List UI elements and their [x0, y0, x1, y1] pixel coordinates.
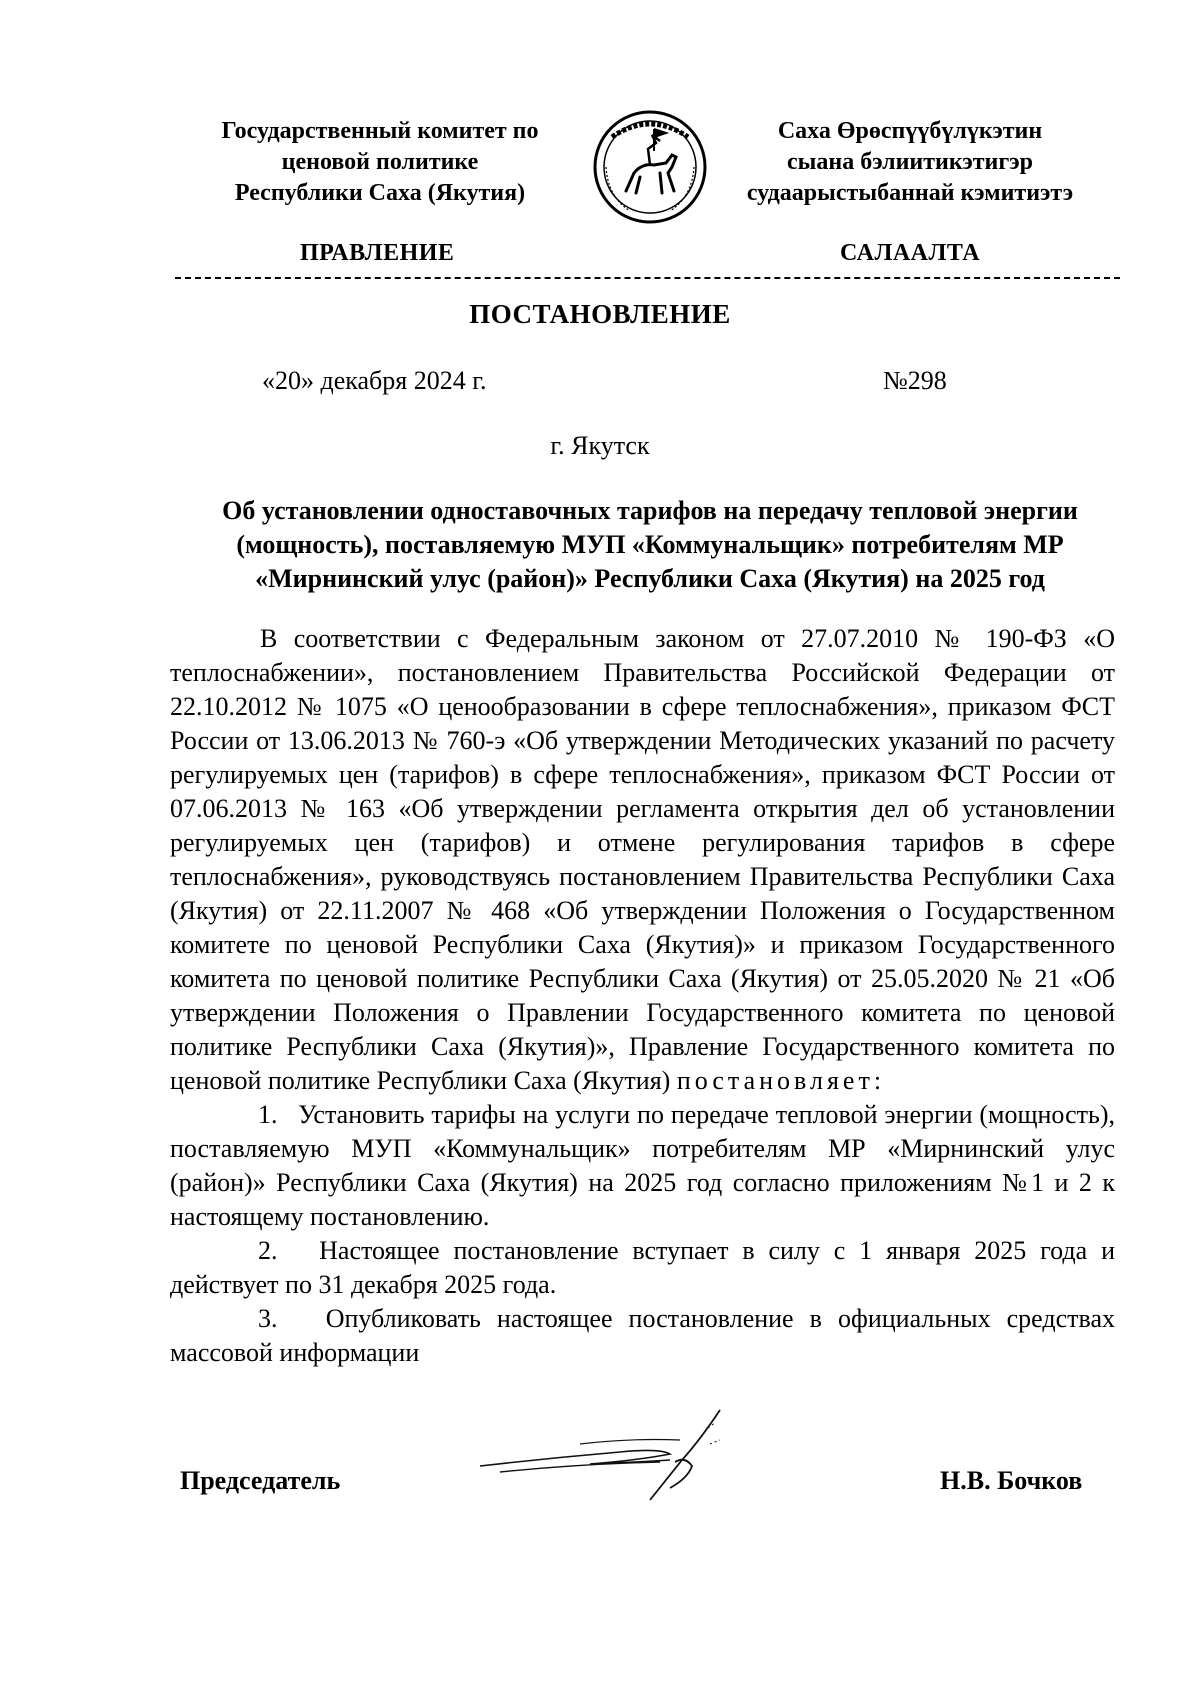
signatory-name: Н.В. Бочков	[940, 1466, 1083, 1495]
header-right-line: Саха Өрөспүүбүлүкэтин	[777, 118, 1043, 144]
header-left-block	[170, 116, 590, 209]
subject-line: (мощность), поставляемую МУП «Коммунальщик» потребителям МР	[236, 530, 1064, 559]
handwritten-signature	[470, 1400, 790, 1510]
dashed-divider	[175, 277, 1120, 279]
subject-line: Об установлении одноставочных тарифов на передачу тепловой энергии	[222, 496, 1078, 525]
subject-line: «Мирнинский улус (район)» Республики Саха (Якутия) на 2025 год	[255, 564, 1045, 593]
header-left-line: Республики Саха (Якутия)	[234, 180, 526, 206]
document-subject	[160, 494, 1140, 596]
header-right-line: сыана бэлиитикэтигэр	[786, 149, 1033, 175]
header-left-line: ценовой политике	[281, 149, 479, 175]
document-date: «20» декабря 2024 г.	[262, 366, 487, 395]
header-right-block	[715, 116, 1105, 209]
decree-word: постановляет:	[676, 1066, 886, 1095]
header-left-line: Государственный комитет по	[221, 118, 539, 144]
resolution-item-1: 1. Установить тарифы на услуги по передаче тепловой энергии (мощность), поставляемую МУП «Коммунальщик» потребителям МР «Мирнинский улус (район)» Республики Саха (Якутия) на 2025 год согласно приложениям №1 и 2 к настоящему постановлению.	[170, 1100, 1115, 1231]
sakha-coat-of-arms-icon	[590, 107, 710, 227]
document-city: г. Якутск	[550, 431, 650, 460]
preamble-text: В соответствии с Федеральным законом от 27.07.2010 № 190-ФЗ «О теплоснабжении», постановлением Правительства Российской Федерации от 22.10.2012 № 1075 «О ценообразовании в сфере теплоснабжения», приказом ФСТ России от 13.06.2013 № 760-э «Об утверждении Методических указаний по расчету регулируемых цен (тарифов) в сфере теплоснабжения», приказом ФСТ России от 07.06.2013 № 163 «Об утверждении регламента открытия дел об установлении регулируемых цен (тарифов) и отмене регулирования тарифов в сфере теплоснабжения», руководствуясь постановлением Правительства Республики Саха (Якутия) от 22.11.2007 № 468 «Об утверждении Положения о Государственном комитете по ценовой Республики Саха (Якутия)» и приказом Государственного комитета по ценовой политике Республики Саха (Якутия) от 25.05.2020 № 21 «Об утверждении Положения о Правлении Государственного комитета по ценовой политике Республики Саха (Якутия)», Правление Государственного комитета по ценовой политике Республики Саха (Якутия)	[170, 624, 1115, 1095]
resolution-item-2: 2. Настоящее постановление вступает в силу с 1 января 2025 года и действует по 31 декабря 2025 года.	[170, 1236, 1115, 1299]
document-type-title: ПОСТАНОВЛЕНИЕ	[469, 299, 731, 329]
signatory-role: Председатель	[180, 1466, 341, 1495]
document-number: №298	[883, 366, 947, 395]
document-body	[170, 622, 1115, 1370]
header-right-line: судаарыстыбаннай кэмитиэтэ	[746, 180, 1074, 206]
board-label-russian: ПРАВЛЕНИЕ	[300, 240, 455, 266]
preamble-paragraph	[170, 622, 1115, 1098]
resolution-item-3: 3. Опубликовать настоящее постановление в официальных средствах массовой информации	[170, 1304, 1115, 1367]
board-label-yakut: САЛААЛТА	[840, 240, 981, 266]
